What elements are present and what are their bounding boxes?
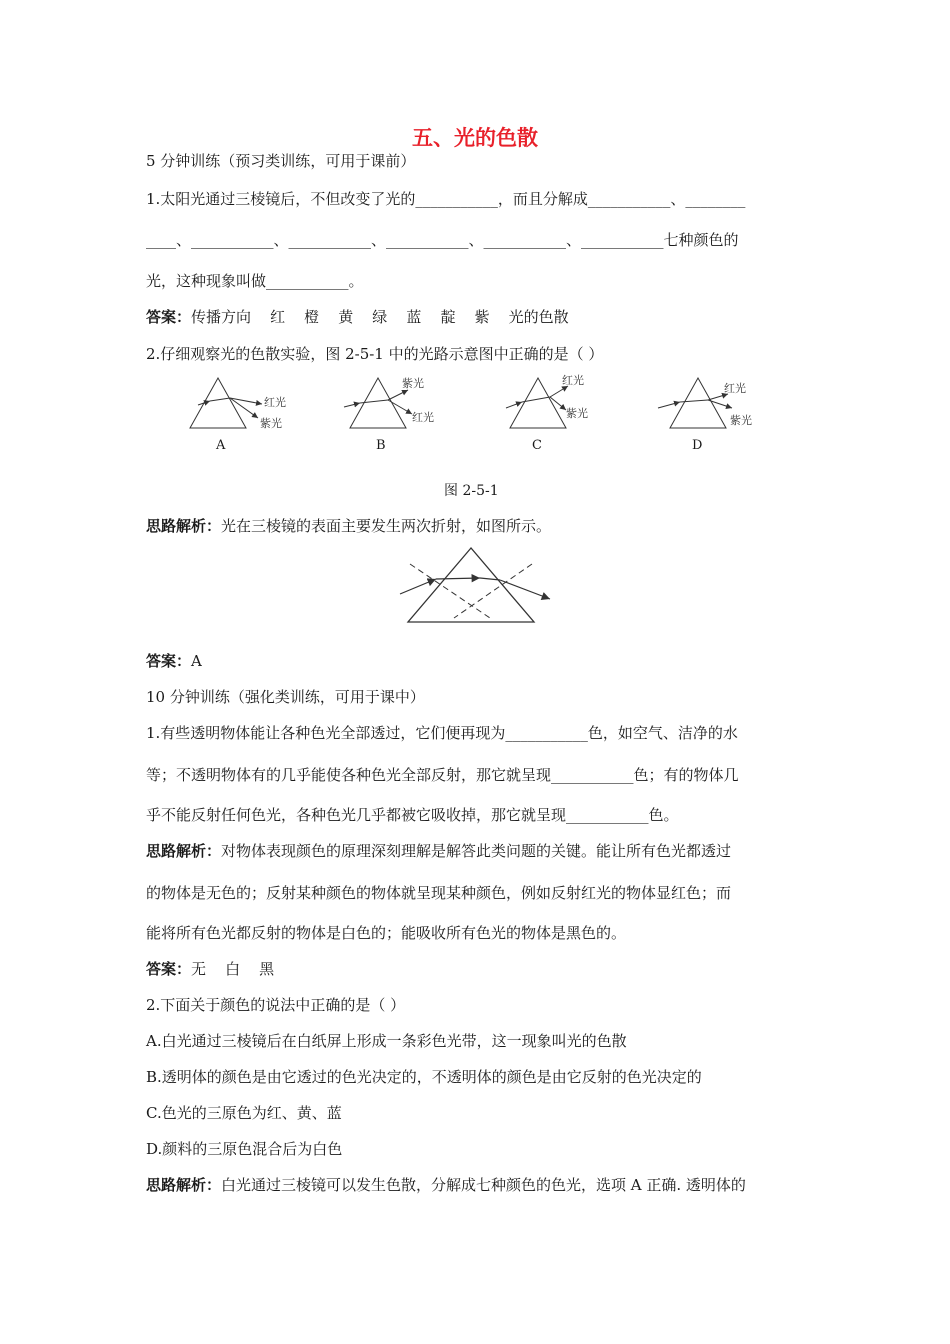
option-c-top-label: 红光 <box>562 374 584 387</box>
answer-label: 答案： <box>146 652 192 670</box>
analysis-label: 思路解析： <box>146 517 222 535</box>
s1-q1-line3: 光，这种现象叫做___________。 <box>146 272 364 290</box>
option-a-bottom-label: 紫光 <box>260 417 282 430</box>
option-c-letter: C <box>532 438 542 453</box>
answer-text: A <box>191 652 202 670</box>
option-b-top-label: 紫光 <box>402 377 424 390</box>
s1-q2-answer <box>146 650 202 671</box>
s2-q2-option-d: D.颜料的三原色混合后为白色 <box>146 1140 343 1158</box>
option-d-bottom-label: 紫光 <box>730 414 752 427</box>
option-d-top-label: 红光 <box>724 382 746 395</box>
s2-q2-option-a: A.白光通过三棱镜后在白纸屏上形成一条彩色光带，这一现象叫光的色散 <box>146 1032 627 1050</box>
section2-heading: 10 分钟训练（强化类训练，可用于课中） <box>146 688 425 706</box>
section1-heading: 5 分钟训练（预习类训练，可用于课前） <box>146 152 416 170</box>
analysis-text: 白光通过三棱镜可以发生色散，分解成七种颜色的色光，选项 A 正确. 透明体的 <box>221 1176 746 1194</box>
s1-q1-line2: ____、___________、___________、___________、___________、___________七种颜色的 <box>146 231 739 249</box>
option-d-diagram <box>658 378 732 428</box>
s1-q1-line1: 1.太阳光通过三棱镜后，不但改变了光的___________，而且分解成___________、________ <box>146 190 746 208</box>
s2-q1-line2: 等；不透明物体有的几乎能使各种色光全部反射，那它就呈现___________色；有的物体几 <box>146 766 739 784</box>
s1-q2-stem: 2.仔细观察光的色散实验，图 2-5-1 中的光路示意图中正确的是（ ） <box>146 345 604 363</box>
s2-q1-analysis-1 <box>146 840 731 861</box>
option-b-bottom-label: 红光 <box>412 411 434 424</box>
option-a-diagram <box>190 378 262 428</box>
analysis-label: 思路解析： <box>146 1176 222 1194</box>
s2-q2-stem: 2.下面关于颜色的说法中正确的是（ ） <box>146 996 406 1014</box>
s2-q2-option-b: B.透明体的颜色是由它透过的色光决定的，不透明体的颜色是由它反射的色光决定的 <box>146 1068 702 1086</box>
analysis-text: 光在三棱镜的表面主要发生两次折射，如图所示。 <box>221 517 552 535</box>
answer-text: 传播方向 红 橙 黄 绿 蓝 靛 紫 光的色散 <box>191 308 569 326</box>
option-b-letter: B <box>376 438 386 453</box>
s1-q1-answer <box>146 306 569 327</box>
s2-q1-answer <box>146 958 274 979</box>
refraction-diagram <box>392 542 562 628</box>
s2-q1-line1: 1.有些透明物体能让各种色光全部透过，它们便再现为___________色，如空气、洁净的水 <box>146 724 738 742</box>
figure-2-5-1 <box>180 370 780 440</box>
answer-text: 无 白 黑 <box>191 960 275 978</box>
s2-q2-option-c: C.色光的三原色为红、黄、蓝 <box>146 1104 342 1122</box>
option-c-bottom-label: 紫光 <box>566 407 588 420</box>
s2-q1-line3: 乎不能反射任何色光，各种色光几乎都被它吸收掉，那它就呈现___________色。 <box>146 806 679 824</box>
analysis-text: 对物体表现颜色的原理深刻理解是解答此类问题的关键。能让所有色光都透过 <box>221 842 732 860</box>
s2-q2-analysis <box>146 1174 746 1195</box>
option-d-letter: D <box>692 438 703 453</box>
figure-caption: 图 2-5-1 <box>444 483 499 499</box>
s1-q2-analysis <box>146 515 551 536</box>
answer-label: 答案： <box>146 308 192 326</box>
option-c-diagram <box>506 378 568 428</box>
s2-q1-analysis-2: 的物体是无色的；反射某种颜色的物体就呈现某种颜色，例如反射红光的物体显红色；而 <box>146 884 732 902</box>
option-a-letter: A <box>216 438 226 453</box>
analysis-label: 思路解析： <box>146 842 222 860</box>
page-title: 五、光的色散 <box>412 125 538 150</box>
option-a-top-label: 红光 <box>264 396 286 409</box>
s2-q1-analysis-3: 能将所有色光都反射的物体是白色的；能吸收所有色光的物体是黑色的。 <box>146 924 627 942</box>
answer-label: 答案： <box>146 960 192 978</box>
